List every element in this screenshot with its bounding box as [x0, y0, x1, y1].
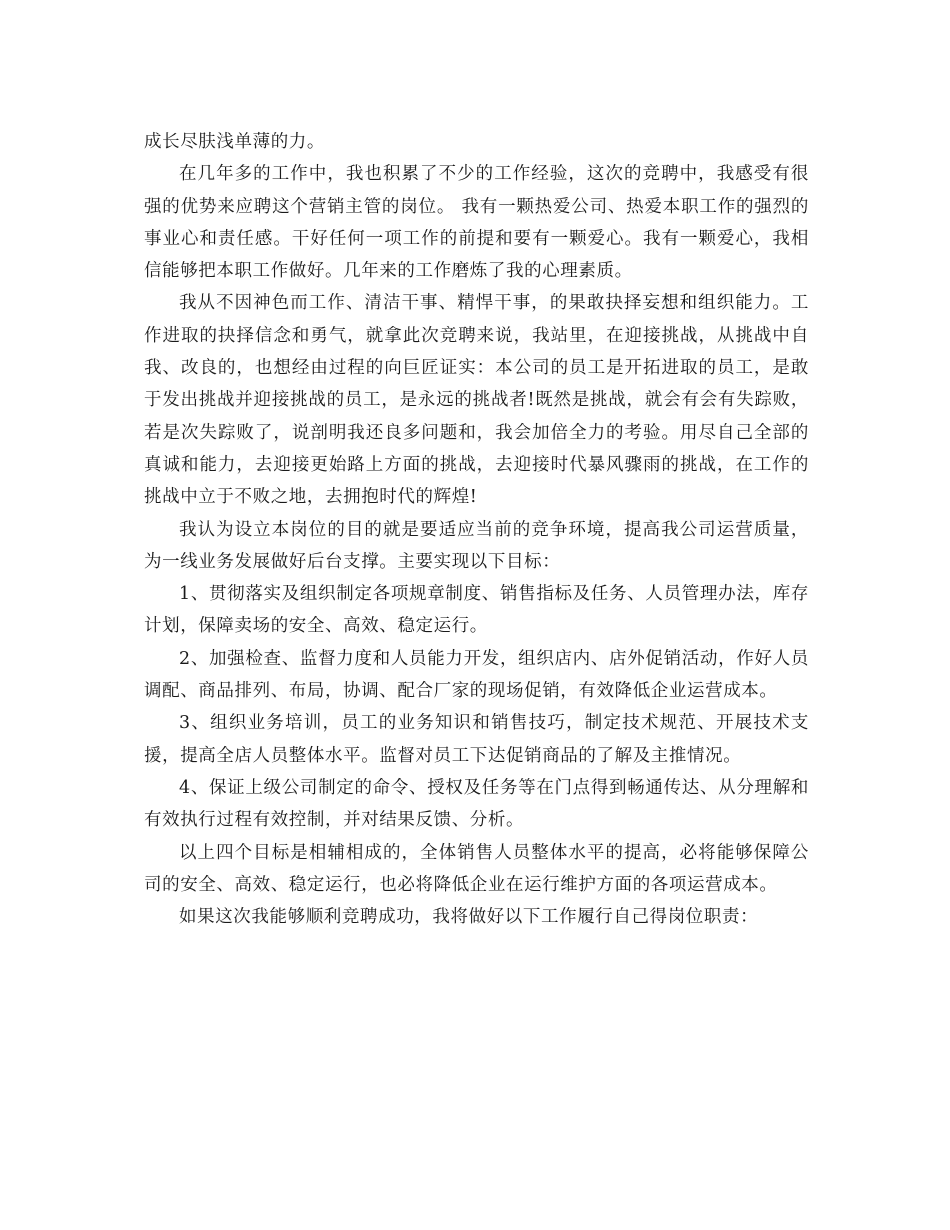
paragraph-duties-intro: 如果这次我能够顺利竞聘成功，我将做好以下工作履行自己得岗位职责： — [179, 907, 759, 928]
paragraph-goals-summary: 以上四个目标是相辅相成的，全体销售人员整体水平的提高，必将能够保障公司的安全、高效、稳定运行，也必将降低企业在运行维护方面的各项运营成本。 — [144, 842, 809, 895]
paragraph-goals-intro: 我认为设立本岗位的目的就是要适应当前的竞争环境，提高我公司运营质量，为一线业务发展做好后台支撑。主要实现以下目标： — [144, 519, 809, 572]
paragraph-goal-4: 4、保证上级公司制定的命令、授权及任务等在门点得到畅通传达、从分理解和有效执行过程有效控制，并对结果反馈、分析。 — [144, 777, 809, 831]
paragraph-continued: 成长尽肤浅单薄的力。 — [144, 132, 325, 152]
paragraph-goal-2: 2、加强检查、监督力度和人员能力开发，组织店内、店外促销活动，作好人员调配、商品排列、布局，协调、配合厂家的现场促销，有效降低企业运营成本。 — [144, 648, 809, 702]
paragraph-challenge: 我从不因神色而工作、清洁干事、精悍干事，的果敢抉择妄想和组织能力。工作进取的抉择信念和勇气，就拿此次竞聘来说，我站里，在迎接挑战，从挑战中自我、改良的，也想经由过程的向巨匠证实：本公司的员工是开拓进取的员工，是敢于发出挑战并迎接挑战的员工，是永远的挑战者!既然是挑战，就会有会有失踪败，若是次失踪败了，说剖明我还良多问题和，我会加倍全力的考验。用尽自己全部的真诚和能力，去迎接更始路上方面的挑战，去迎接时代暴风骤雨的挑战，在工作的挑战中立于不败之地，去拥抱时代的辉煌! — [144, 293, 809, 508]
paragraph-experience: 在几年多的工作中，我也积累了不少的工作经验，这次的竞聘中，我感受有很强的优势来应聘这个营销主管的岗位。 我有一颗热爱公司、热爱本职工作的强烈的事业心和责任感。干好任何一项工作的前提和要有一颗爱心。我有一颗爱心，我相信能够把本职工作做好。几年来的工作磨炼了我的心理素质。 — [144, 164, 809, 282]
document-body — [144, 126, 809, 933]
paragraph-goal-3: 3、组织业务培训，员工的业务知识和销售技巧，制定技术规范、开展技术支援，提高全店人员整体水平。监督对员工下达促销商品的了解及主推情况。 — [144, 713, 809, 766]
paragraph-goal-1: 1、贯彻落实及组织制定各项规章制度、销售指标及任务、人员管理办法，库存计划，保障卖场的安全、高效、稳定运行。 — [144, 584, 809, 637]
